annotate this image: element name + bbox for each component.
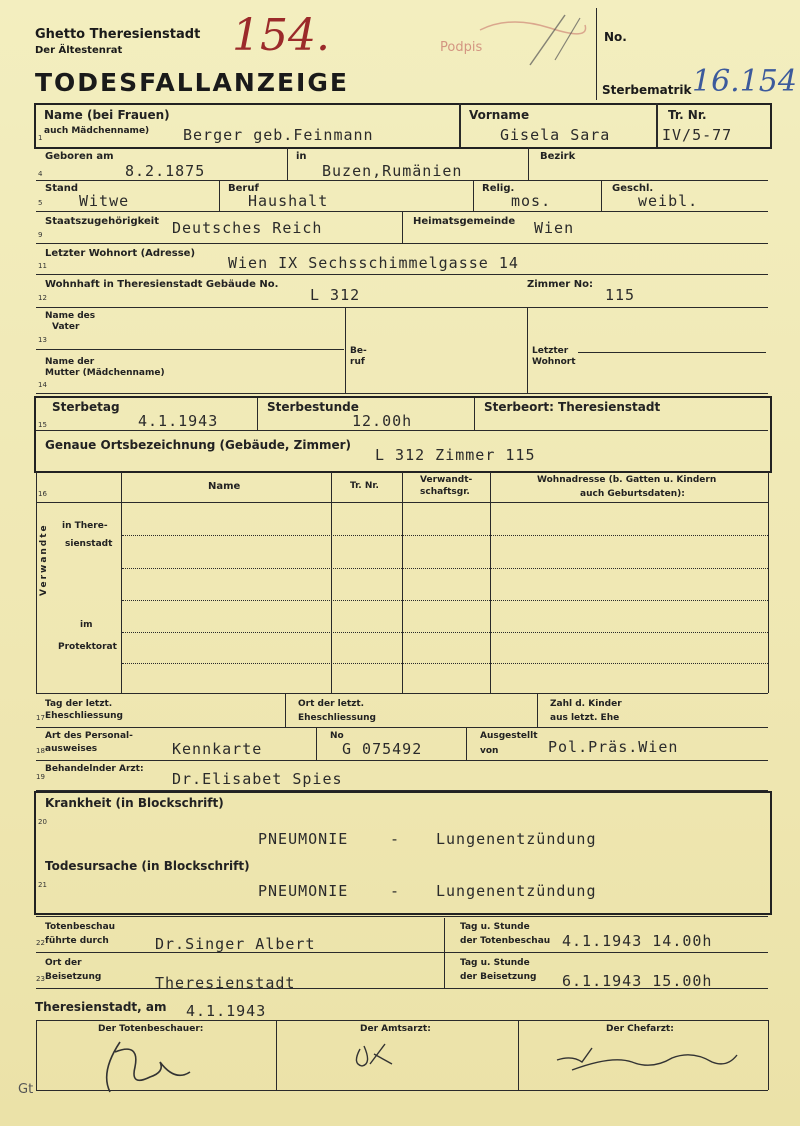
divider: [466, 728, 467, 760]
krankheit-value2: -: [390, 830, 401, 848]
divider: [474, 398, 475, 430]
signature-amtsarzt: [350, 1034, 410, 1078]
beisetzung-ort-label1: Ort der: [45, 958, 82, 968]
rule: [36, 693, 768, 694]
mutter-label2: Mutter (Mädchenname): [45, 368, 165, 378]
kinder-label1: Zahl d. Kinder: [550, 699, 622, 709]
rule: [36, 430, 768, 431]
ursache-value3: Lungenentzündung: [436, 882, 597, 900]
divider: [345, 308, 346, 393]
sterbetag-label: Sterbetag: [52, 400, 120, 414]
beruf-parent-label1: Be-: [350, 346, 367, 356]
row-number: 13: [38, 336, 47, 344]
krankheit-label: Krankheit (in Blockschrift): [45, 796, 224, 810]
genaue-value: L 312 Zimmer 115: [375, 446, 536, 464]
header-divider: [596, 8, 597, 100]
signature-chefarzt: [552, 1040, 742, 1084]
arzt-label: Behandelnder Arzt:: [45, 764, 144, 774]
row-number: 9: [38, 231, 43, 239]
rel-trnr-label: Tr. Nr.: [350, 481, 379, 491]
staat-label: Staatszugehörigkeit: [45, 216, 159, 227]
genaue-label: Genaue Ortsbezeichnung (Gebäude, Zimmer): [45, 438, 352, 452]
in-label: in: [296, 151, 307, 162]
ausweis-value: Kennkarte: [172, 740, 263, 758]
beisetzung-ort-value: Theresienstadt: [155, 974, 296, 992]
rule: [122, 568, 768, 569]
ausgestellt-value: Pol.Präs.Wien: [548, 738, 679, 756]
arzt-value: Dr.Elisabet Spies: [172, 770, 343, 788]
divider: [276, 1020, 277, 1090]
rel-verwandt-label1: Verwandt-: [420, 475, 473, 485]
signature-chefarzt-graphic: [552, 1040, 742, 1080]
rel-wohn-label2: auch Geburtsdaten):: [580, 489, 685, 499]
name-label: Name (bei Frauen): [44, 108, 170, 122]
vorname-value: Gisela Sara: [500, 126, 611, 144]
org-line2: Der Ältestenrat: [35, 45, 123, 56]
heimat-value: Wien: [534, 219, 575, 237]
sterbematrik-value: 16.154: [692, 64, 797, 99]
zimmer-label: Zimmer No:: [527, 279, 593, 290]
krankheit-value1: PNEUMONIE: [258, 830, 349, 848]
stamp-text: Podpis: [440, 40, 483, 55]
divider: [257, 398, 258, 430]
letzter-label1: Letzter: [532, 346, 569, 356]
signature-totenbeschauer: [80, 1032, 200, 1104]
krankheit-value3: Lungenentzündung: [436, 830, 597, 848]
staat-value: Deutsches Reich: [172, 219, 323, 237]
sig2-label: Der Amtsarzt:: [360, 1024, 431, 1034]
geboren-label: Geboren am: [45, 151, 114, 162]
divider: [537, 694, 538, 727]
divider: [768, 472, 769, 693]
ursache-label: Todesursache (in Blockschrift): [45, 859, 250, 873]
divider: [768, 1020, 769, 1090]
geschl-label: Geschl.: [612, 183, 654, 194]
rule: [122, 600, 768, 601]
divider: [656, 103, 658, 147]
name-value: Berger geb.Feinmann: [183, 126, 374, 144]
rule: [122, 535, 768, 536]
vater-label2: Vater: [52, 322, 80, 332]
rule: [122, 632, 768, 633]
beisetzung-tag-value: 6.1.1943 15.00h: [562, 972, 713, 990]
rule: [36, 952, 768, 953]
org-line1: Ghetto Theresienstadt: [35, 27, 201, 42]
divider: [121, 472, 122, 693]
rel-verwandt-label2: schaftsgr.: [420, 487, 470, 497]
divider: [601, 181, 602, 211]
rule: [36, 349, 344, 350]
rule: [36, 307, 768, 308]
divider: [316, 728, 317, 760]
kinder-label2: aus letzt. Ehe: [550, 713, 620, 723]
row-number: 23: [36, 975, 45, 983]
sterbestunde-label: Sterbestunde: [267, 400, 359, 414]
ausweis-no-value: G 075492: [342, 740, 423, 758]
rel-name-label: Name: [208, 481, 241, 492]
ursache-value1: PNEUMONIE: [258, 882, 349, 900]
row-number: 17: [36, 714, 45, 722]
beruf-value: Haushalt: [248, 192, 329, 210]
divider: [518, 1020, 519, 1090]
row-number: 5: [38, 199, 43, 207]
divider: [402, 212, 403, 243]
wohnhaft-label: Wohnhaft in Theresienstadt Gebäude No.: [45, 279, 279, 290]
beruf-label: Beruf: [228, 183, 259, 194]
name-label2: auch Mädchenname): [44, 126, 150, 136]
divider: [285, 694, 286, 727]
rule: [36, 1020, 768, 1021]
stamp-mark-graphic: [470, 10, 590, 70]
divider: [36, 472, 37, 693]
rule: [36, 727, 768, 728]
row-number: 15: [38, 421, 47, 429]
row-number: 4: [38, 170, 43, 178]
row-number: 1: [38, 134, 43, 142]
rel-im: im: [80, 620, 93, 630]
sterbestunde-value: 12.00h: [352, 412, 413, 430]
totenbeschau-value: Dr.Singer Albert: [155, 935, 316, 953]
ursache-value2: -: [390, 882, 401, 900]
vater-label1: Name des: [45, 311, 96, 321]
faded-stamp: [470, 10, 590, 70]
place-label: Theresienstadt, am: [35, 1000, 167, 1014]
rule: [36, 916, 768, 917]
divider: [287, 147, 288, 180]
beruf-parent-label2: ruf: [350, 357, 365, 367]
totenbeschau-label1: Totenbeschau: [45, 922, 116, 932]
row-number: 16: [38, 490, 47, 498]
form-title: TODESFALLANZEIGE: [35, 68, 349, 97]
divider: [444, 918, 445, 988]
rule: [578, 352, 766, 353]
rel-side-label: Verwandte: [39, 523, 49, 596]
letzter-label2: Wohnort: [532, 357, 576, 367]
ehe-tag-label2: Eheschliessung: [45, 711, 124, 721]
ehe-ort-label2: Eheschliessung: [298, 713, 377, 723]
wohnhaft-value: L 312: [310, 286, 361, 304]
rule: [36, 243, 768, 244]
stand-value: Witwe: [79, 192, 130, 210]
mutter-label1: Name der: [45, 357, 95, 367]
sterbetag-value: 4.1.1943: [138, 412, 219, 430]
row-number: 18: [36, 747, 45, 755]
zimmer-value: 115: [605, 286, 636, 304]
vorname-label: Vorname: [469, 108, 530, 122]
sterbematrik-label: Sterbematrik: [602, 83, 692, 97]
heimat-label: Heimatsgemeinde: [413, 216, 516, 227]
rel-protektorat: Protektorat: [58, 642, 117, 652]
beisetzung-tag-label1: Tag u. Stunde: [460, 958, 530, 968]
geschl-value: weibl.: [638, 192, 699, 210]
sig3-label: Der Chefarzt:: [606, 1024, 674, 1034]
rule: [36, 274, 768, 275]
sig1-label: Der Totenbeschauer:: [98, 1024, 204, 1034]
row-number: 11: [38, 262, 47, 270]
place-date: 4.1.1943: [186, 1002, 267, 1020]
ausgestellt-label2: von: [480, 746, 499, 756]
ausweis-label2: ausweises: [45, 744, 98, 754]
rel-in-there2: sienstadt: [65, 539, 113, 549]
bezirk-label: Bezirk: [540, 151, 576, 162]
rule: [36, 760, 768, 761]
rel-wohn-label1: Wohnadresse (b. Gatten u. Kindern: [537, 475, 717, 485]
rel-in-there1: in There-: [62, 521, 108, 531]
wohnort-value: Wien IX Sechsschimmelgasse 14: [228, 254, 519, 272]
divider: [219, 181, 220, 211]
totenbeschau-tag-label1: Tag u. Stunde: [460, 922, 530, 932]
stand-label: Stand: [45, 183, 79, 194]
ausweis-no-label: No: [330, 731, 344, 741]
rule: [36, 180, 768, 181]
divider: [36, 1020, 37, 1090]
no-label: No.: [604, 30, 627, 44]
totenbeschau-tag-label2: der Totenbeschau: [460, 936, 551, 946]
rule: [36, 393, 768, 394]
ehe-ort-label1: Ort der letzt.: [298, 699, 365, 709]
trnr-value: IV/5-77: [662, 126, 733, 144]
rule: [122, 663, 768, 664]
divider: [528, 147, 529, 180]
row-number: 21: [38, 881, 47, 889]
ausgestellt-label1: Ausgestellt: [480, 731, 538, 741]
corner-mark: Gt: [18, 1082, 34, 1097]
signature-amtsarzt-graphic: [350, 1034, 410, 1074]
wohnort-label: Letzter Wohnort (Adresse): [45, 248, 196, 259]
divider: [402, 472, 403, 693]
row-number: 22: [36, 939, 45, 947]
trnr-label: Tr. Nr.: [668, 108, 707, 122]
totenbeschau-tag-value: 4.1.1943 14.00h: [562, 932, 713, 950]
ausweis-label1: Art des Personal-: [45, 731, 133, 741]
handwritten-number: 154.: [232, 10, 330, 61]
ehe-tag-label1: Tag der letzt.: [45, 699, 113, 709]
relig-label: Relig.: [482, 183, 515, 194]
divider: [459, 103, 461, 147]
beisetzung-tag-label2: der Beisetzung: [460, 972, 537, 982]
divider: [527, 308, 528, 393]
sterbeort-label: Sterbeort: Theresienstadt: [484, 400, 661, 414]
divider: [490, 472, 491, 693]
row-number: 12: [38, 294, 47, 302]
row-number: 19: [36, 773, 45, 781]
geboren-value: 8.2.1875: [125, 162, 206, 180]
row-number: 14: [38, 381, 47, 389]
row-number: 20: [38, 818, 47, 826]
relig-value: mos.: [511, 192, 552, 210]
divider: [331, 472, 332, 693]
signature-totenbeschauer-graphic: [80, 1032, 200, 1100]
beisetzung-ort-label2: Beisetzung: [45, 972, 102, 982]
divider: [473, 181, 474, 211]
totenbeschau-label2: führte durch: [45, 936, 109, 946]
in-value: Buzen,Rumänien: [322, 162, 463, 180]
